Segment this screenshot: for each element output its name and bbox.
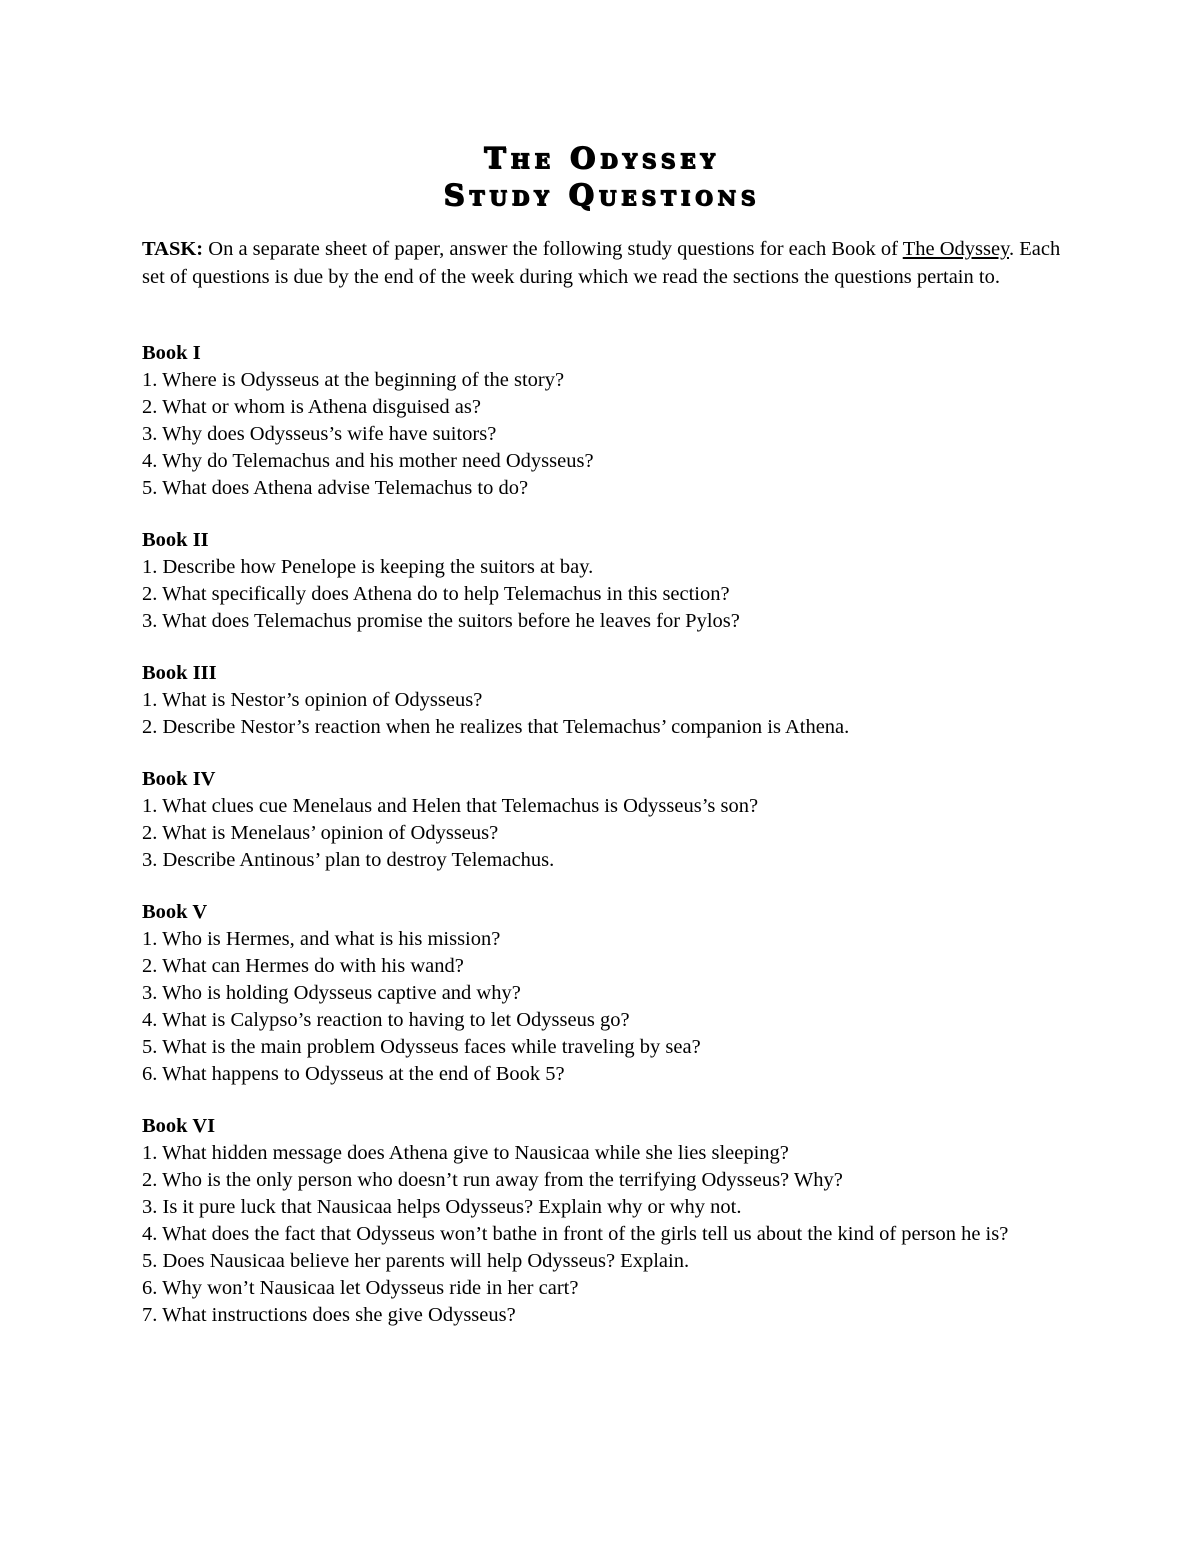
task-book-title: The Odyssey [902,238,1010,260]
book-section [142,660,1062,741]
book-section [142,340,1062,502]
book-sections [142,340,1062,1329]
book-heading: Book III [142,662,217,684]
study-question: 5. Does Nausicaa believe her parents will help Odysseus? Explain. [142,1250,690,1272]
study-question: 1. Who is Hermes, and what is his mission? [142,928,501,950]
study-question: 4. Why do Telemachus and his mother need Odysseus? [142,450,594,472]
title-line-2: Study Questions [443,178,761,212]
study-question: 7. What instructions does she give Odysseus? [142,1304,516,1326]
study-question: 2. What is Menelaus’ opinion of Odysseus? [142,822,499,844]
study-question: 3. What does Telemachus promise the suitors before he leaves for Pylos? [142,610,740,632]
study-question: 2. Describe Nestor’s reaction when he realizes that Telemachus’ companion is Athena. [142,716,850,738]
book-heading: Book VI [142,1115,216,1137]
study-question: 2. What or whom is Athena disguised as? [142,396,481,418]
document-page [142,140,1062,1329]
study-question: 2. Who is the only person who doesn’t run away from the terrifying Odysseus? Why? [142,1169,843,1191]
task-instructions [142,235,1062,291]
study-question: 3. Who is holding Odysseus captive and why? [142,982,521,1004]
task-text-before: On a separate sheet of paper, answer the following study questions for each Book of [203,238,903,260]
book-heading: Book IV [142,768,216,790]
book-section [142,899,1062,1088]
task-text-after: . Each set of questions is due by the end of the week during which we read the sections the questions pertain to. [142,238,1061,288]
study-question: 5. What does Athena advise Telemachus to do? [142,477,529,499]
book-section [142,1113,1062,1329]
study-question: 1. Describe how Penelope is keeping the suitors at bay. [142,556,594,578]
title-line-1: The Odyssey [484,141,720,175]
book-heading: Book II [142,529,209,551]
study-question: 4. What does the fact that Odysseus won’t bathe in front of the girls tell us about the kind of person he is? [142,1223,1009,1245]
study-question: 3. Is it pure luck that Nausicaa helps Odysseus? Explain why or why not. [142,1196,742,1218]
task-label: TASK: [142,238,204,260]
study-question: 1. What is Nestor’s opinion of Odysseus? [142,689,483,711]
study-question: 6. What happens to Odysseus at the end of Book 5? [142,1063,565,1085]
study-question: 6. Why won’t Nausicaa let Odysseus ride in her cart? [142,1277,579,1299]
book-section [142,766,1062,874]
study-question: 4. What is Calypso’s reaction to having to let Odysseus go? [142,1009,630,1031]
study-question: 3. Why does Odysseus’s wife have suitors? [142,423,497,445]
study-question: 1. What hidden message does Athena give to Nausicaa while she lies sleeping? [142,1142,789,1164]
book-section [142,527,1062,635]
book-heading: Book I [142,342,201,364]
study-question: 5. What is the main problem Odysseus faces while traveling by sea? [142,1036,701,1058]
study-question: 3. Describe Antinous’ plan to destroy Telemachus. [142,849,555,871]
study-question: 1. What clues cue Menelaus and Helen that Telemachus is Odysseus’s son? [142,795,759,817]
book-heading: Book V [142,901,208,923]
document-title [142,140,1062,214]
study-question: 2. What specifically does Athena do to help Telemachus in this section? [142,583,730,605]
study-question: 1. Where is Odysseus at the beginning of the story? [142,369,565,391]
study-question: 2. What can Hermes do with his wand? [142,955,464,977]
